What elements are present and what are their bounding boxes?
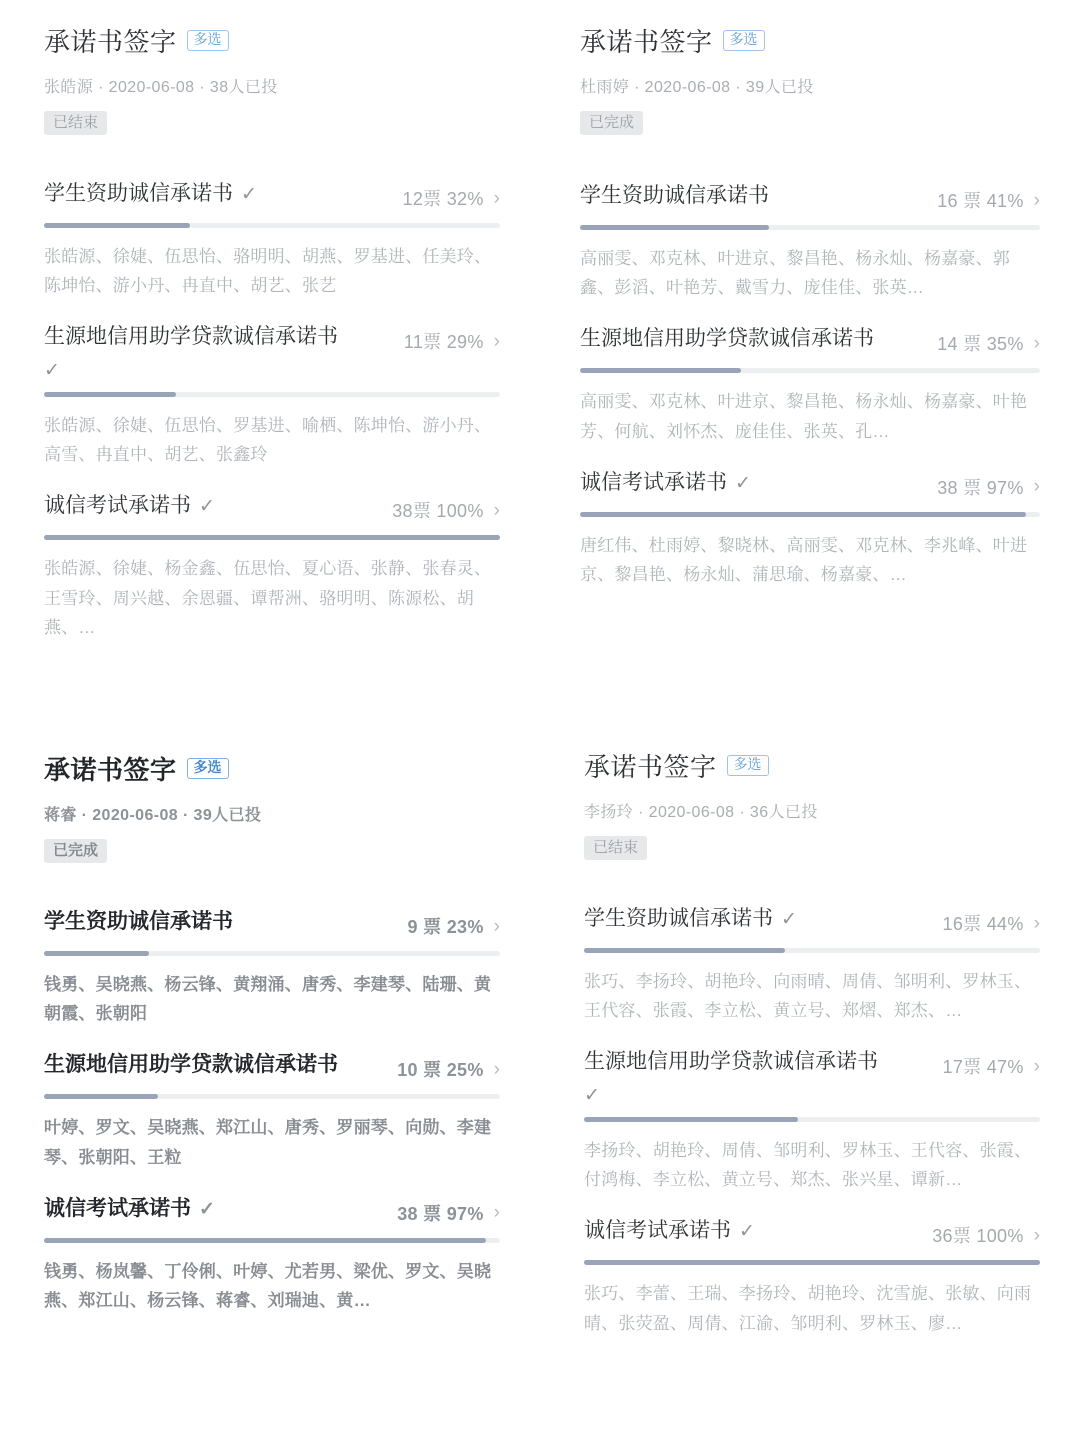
option-head xyxy=(44,179,500,211)
option-label-wrap xyxy=(584,904,797,934)
progress-track xyxy=(580,225,1040,230)
check-icon: ✓ xyxy=(781,908,797,930)
option-stats: 38票 100% xyxy=(392,501,484,522)
option-head xyxy=(580,181,1040,213)
progress-track xyxy=(44,392,500,397)
progress-track xyxy=(584,1260,1040,1265)
page-title: 承诺书签字 xyxy=(44,27,177,57)
multi-select-badge: 多选 xyxy=(187,30,229,50)
option-label: 诚信考试承诺书 xyxy=(584,1219,731,1243)
spacer xyxy=(44,1176,500,1194)
status-badge: 已完成 xyxy=(44,839,107,863)
option-label: 诚信考试承诺书 xyxy=(44,494,191,518)
meta-dot-1: · xyxy=(81,807,93,824)
progress-fill xyxy=(44,392,176,397)
poll-date: 2020-06-08 xyxy=(108,79,195,96)
chevron-right-icon[interactable]: › xyxy=(493,1202,500,1224)
option-label: 生源地信用助学贷款诚信承诺书 xyxy=(44,1053,338,1077)
progress-track xyxy=(44,535,500,540)
option-voters: 钱勇、吴晓燕、杨云锋、黄翔涌、唐秀、李建琴、陆珊、黄朝霞、张朝阳 xyxy=(44,975,492,1024)
status-badge: 已结束 xyxy=(584,836,647,860)
option-voters: 张皓源、徐婕、杨金鑫、伍思怡、夏心语、张静、张春灵、王雪玲、周兴越、余恩疆、谭帮洲、骆明明、陈源松、胡燕、… xyxy=(44,559,492,637)
poll-header xyxy=(44,750,500,863)
option-stats: 14 票 35% xyxy=(937,334,1024,355)
option-label-wrap xyxy=(44,491,215,521)
progress-track xyxy=(580,512,1040,517)
option-label: 学生资助诚信承诺书 xyxy=(44,182,233,205)
list-item[interactable] xyxy=(44,1050,500,1171)
option-stats: 10 票 25% xyxy=(397,1060,484,1081)
option-right xyxy=(937,324,1040,356)
option-right xyxy=(937,468,1040,500)
poll-card-4 xyxy=(540,712,1080,1439)
option-label: 学生资助诚信承诺书 xyxy=(580,184,769,207)
progress-track xyxy=(44,223,500,228)
meta-dot-2: · xyxy=(199,79,210,96)
check-icon: ✓ xyxy=(199,1198,215,1220)
status-badge: 已结束 xyxy=(44,111,107,135)
poll-meta xyxy=(580,74,1040,97)
option-voters: 张巧、李扬玲、胡艳玲、向雨晴、周倩、邹明利、罗林玉、王代容、张霞、李立松、黄立号、郑熠、郑杰、… xyxy=(584,972,1032,1021)
option-voters: 钱勇、杨岚馨、丁伶俐、叶婷、尤若男、梁优、罗文、吴晓燕、郑江山、杨云锋、蒋睿、刘瑞迪、黄… xyxy=(44,1261,492,1311)
option-list xyxy=(584,904,1040,1338)
poll-vote-count: 39人已投 xyxy=(745,79,814,96)
option-label-wrap xyxy=(580,468,751,498)
poll-vote-count: 38人已投 xyxy=(209,79,278,96)
progress-fill xyxy=(44,951,149,956)
poll-header xyxy=(580,22,1040,135)
spacer xyxy=(44,473,500,491)
chevron-right-icon[interactable]: › xyxy=(1033,476,1040,498)
option-stats: 36票 100% xyxy=(932,1226,1024,1247)
poll-author: 张皓源 xyxy=(44,79,94,96)
option-label: 诚信考试承诺书 xyxy=(44,1196,191,1220)
progress-fill xyxy=(584,948,785,953)
progress-track xyxy=(44,951,500,956)
meta-dot-1: · xyxy=(638,804,649,821)
option-label-wrap xyxy=(584,1216,755,1246)
page-title: 承诺书签字 xyxy=(44,755,177,785)
progress-fill xyxy=(584,1260,1040,1265)
option-right xyxy=(943,1047,1040,1079)
title-row xyxy=(44,750,500,787)
option-label: 学生资助诚信承诺书 xyxy=(44,910,233,933)
page-title: 承诺书签字 xyxy=(580,27,713,57)
poll-date: 2020-06-08 xyxy=(644,79,731,96)
chevron-right-icon[interactable]: › xyxy=(1033,189,1040,211)
option-stats: 16 票 41% xyxy=(937,191,1024,211)
chevron-right-icon[interactable]: › xyxy=(493,915,500,937)
meta-dot-2: · xyxy=(739,804,750,821)
progress-track xyxy=(44,1238,500,1243)
option-right xyxy=(403,179,500,211)
option-label-wrap xyxy=(580,324,874,354)
progress-fill xyxy=(580,512,1026,517)
option-right xyxy=(397,1050,500,1082)
option-stats: 38 票 97% xyxy=(937,477,1024,498)
option-voters: 高丽雯、邓克林、叶进京、黎昌艳、杨永灿、杨嘉豪、叶艳芳、何航、刘怀杰、庞佳佳、张英、孔… xyxy=(580,392,1028,441)
progress-track xyxy=(580,368,1040,373)
progress-fill xyxy=(44,223,190,228)
status-badge: 已完成 xyxy=(580,111,643,135)
option-label: 诚信考试承诺书 xyxy=(580,470,727,494)
option-head xyxy=(580,468,1040,500)
meta-dot-1: · xyxy=(98,79,109,96)
list-item[interactable] xyxy=(584,1047,1040,1194)
option-stats: 11票 29% xyxy=(403,332,484,353)
option-list xyxy=(44,907,500,1315)
list-item[interactable] xyxy=(584,1216,1040,1337)
option-stats: 12票 32% xyxy=(402,189,484,209)
chevron-right-icon[interactable]: › xyxy=(1033,1224,1040,1246)
option-right xyxy=(397,1194,500,1226)
poll-meta xyxy=(44,74,500,97)
option-right xyxy=(404,322,500,354)
list-item[interactable] xyxy=(44,907,500,1028)
poll-date: 2020-06-08 xyxy=(92,807,179,824)
spacer xyxy=(44,1032,500,1050)
spacer xyxy=(44,304,500,322)
list-item[interactable] xyxy=(44,491,500,642)
spacer xyxy=(584,1029,1040,1047)
poll-author: 李扬玲 xyxy=(584,804,634,821)
poll-author: 杜雨婷 xyxy=(580,79,630,96)
chevron-right-icon[interactable]: › xyxy=(493,499,500,521)
option-voters: 张皓源、徐婕、伍思怡、骆明明、胡燕、罗基进、任美玲、陈坤怡、游小丹、冉直中、胡艺、张艺 xyxy=(44,247,492,296)
poll-meta xyxy=(44,802,500,825)
option-label-wrap xyxy=(584,1047,894,1104)
progress-track xyxy=(584,948,1040,953)
poll-author: 蒋睿 xyxy=(44,807,77,824)
multi-select-badge: 多选 xyxy=(723,30,765,50)
option-voters: 张皓源、徐婕、伍思怡、罗基进、喻栖、陈坤怡、游小丹、高雪、冉直中、胡艺、张鑫玲 xyxy=(44,415,492,465)
title-row xyxy=(580,22,1040,59)
title-row xyxy=(44,22,500,59)
option-label: 生源地信用助学贷款诚信承诺书 xyxy=(580,327,874,351)
progress-track xyxy=(584,1117,1040,1122)
list-item[interactable] xyxy=(580,181,1040,302)
option-label: 生源地信用助学贷款诚信承诺书 xyxy=(584,1050,878,1074)
check-icon: ✓ xyxy=(584,1084,600,1106)
spacer xyxy=(580,306,1040,324)
poll-card-3 xyxy=(0,712,540,1439)
option-head xyxy=(44,322,500,379)
option-head xyxy=(44,1194,500,1226)
list-item[interactable] xyxy=(44,322,500,469)
option-head xyxy=(44,1050,500,1082)
check-icon: ✓ xyxy=(241,183,257,205)
multi-select-badge: 多选 xyxy=(727,755,769,775)
option-list xyxy=(580,181,1040,589)
check-icon: ✓ xyxy=(44,359,60,381)
meta-dot-2: · xyxy=(182,807,194,824)
option-voters: 张巧、李蕾、王瑞、李扬玲、胡艳玲、沈雪旎、张敏、向雨晴、张荧盈、周倩、江渝、邹明利、罗林玉、廖… xyxy=(584,1284,1032,1333)
option-stats: 9 票 23% xyxy=(407,917,484,937)
progress-fill xyxy=(584,1117,798,1122)
list-item[interactable] xyxy=(580,324,1040,445)
option-head xyxy=(44,907,500,939)
check-icon: ✓ xyxy=(199,496,215,518)
option-stats: 38 票 97% xyxy=(397,1203,484,1224)
multi-select-badge: 多选 xyxy=(187,758,229,778)
option-label-wrap xyxy=(44,1050,338,1080)
list-item[interactable] xyxy=(584,904,1040,1025)
chevron-right-icon[interactable]: › xyxy=(493,187,500,209)
poll-date: 2020-06-08 xyxy=(648,804,735,821)
chevron-right-icon[interactable]: › xyxy=(493,330,500,352)
option-voters: 叶婷、罗文、吴晓燕、郑江山、唐秀、罗丽琴、向勋、李建琴、张朝阳、王粒 xyxy=(44,1118,492,1167)
option-right xyxy=(932,1216,1040,1248)
poll-header xyxy=(44,22,500,135)
poll-header xyxy=(584,747,1040,860)
chevron-right-icon[interactable]: › xyxy=(1033,912,1040,934)
option-voters: 高丽雯、邓克林、叶进京、黎昌艳、杨永灿、杨嘉豪、郭鑫、彭滔、叶艳芳、戴雪力、庞佳佳、张英… xyxy=(580,249,1010,298)
progress-fill xyxy=(44,1238,486,1243)
option-label: 学生资助诚信承诺书 xyxy=(584,907,773,930)
progress-fill xyxy=(580,368,741,373)
option-label-wrap xyxy=(44,322,344,379)
check-icon: ✓ xyxy=(739,1221,755,1243)
progress-track xyxy=(44,1094,500,1099)
option-head xyxy=(584,1216,1040,1248)
poll-vote-count: 39人已投 xyxy=(193,807,262,824)
option-right xyxy=(392,491,500,523)
spacer xyxy=(580,450,1040,468)
option-right xyxy=(937,181,1040,213)
option-label-wrap xyxy=(44,1194,215,1224)
option-stats: 17票 47% xyxy=(942,1057,1024,1078)
chevron-right-icon[interactable]: › xyxy=(1033,1055,1040,1077)
check-icon: ✓ xyxy=(735,472,751,494)
poll-meta xyxy=(584,799,1040,822)
poll-card-1 xyxy=(0,0,540,712)
spacer xyxy=(584,1198,1040,1216)
option-voters: 李扬玲、胡艳玲、周倩、邹明利、罗林玉、王代容、张霞、付鸿梅、李立松、黄立号、郑杰、张兴星、谭新… xyxy=(584,1140,1032,1190)
progress-fill xyxy=(44,1094,158,1099)
poll-vote-count: 36人已投 xyxy=(749,804,818,821)
progress-fill xyxy=(44,535,500,540)
poll-card-2 xyxy=(540,0,1080,712)
title-row xyxy=(584,747,1040,784)
option-label: 生源地信用助学贷款诚信承诺书 xyxy=(44,325,338,349)
option-head xyxy=(584,1047,1040,1104)
option-right xyxy=(943,904,1040,936)
option-right xyxy=(408,907,500,939)
list-item[interactable] xyxy=(44,179,500,300)
option-list xyxy=(44,179,500,642)
list-item[interactable] xyxy=(580,468,1040,589)
option-head xyxy=(584,904,1040,936)
meta-dot-2: · xyxy=(735,79,746,96)
option-label-wrap xyxy=(44,907,233,937)
page-title: 承诺书签字 xyxy=(584,752,717,782)
meta-dot-1: · xyxy=(634,79,645,96)
option-stats: 16票 44% xyxy=(942,914,1024,934)
option-head xyxy=(580,324,1040,356)
option-label-wrap xyxy=(580,181,769,211)
chevron-right-icon[interactable]: › xyxy=(1033,332,1040,354)
chevron-right-icon[interactable]: › xyxy=(493,1058,500,1080)
progress-fill xyxy=(580,225,769,230)
list-item[interactable] xyxy=(44,1194,500,1315)
option-head xyxy=(44,491,500,523)
option-voters: 唐红伟、杜雨婷、黎晓林、高丽雯、邓克林、李兆峰、叶进京、黎昌艳、杨永灿、蒲思瑜、杨嘉豪、… xyxy=(580,535,1028,585)
option-label-wrap xyxy=(44,179,257,209)
